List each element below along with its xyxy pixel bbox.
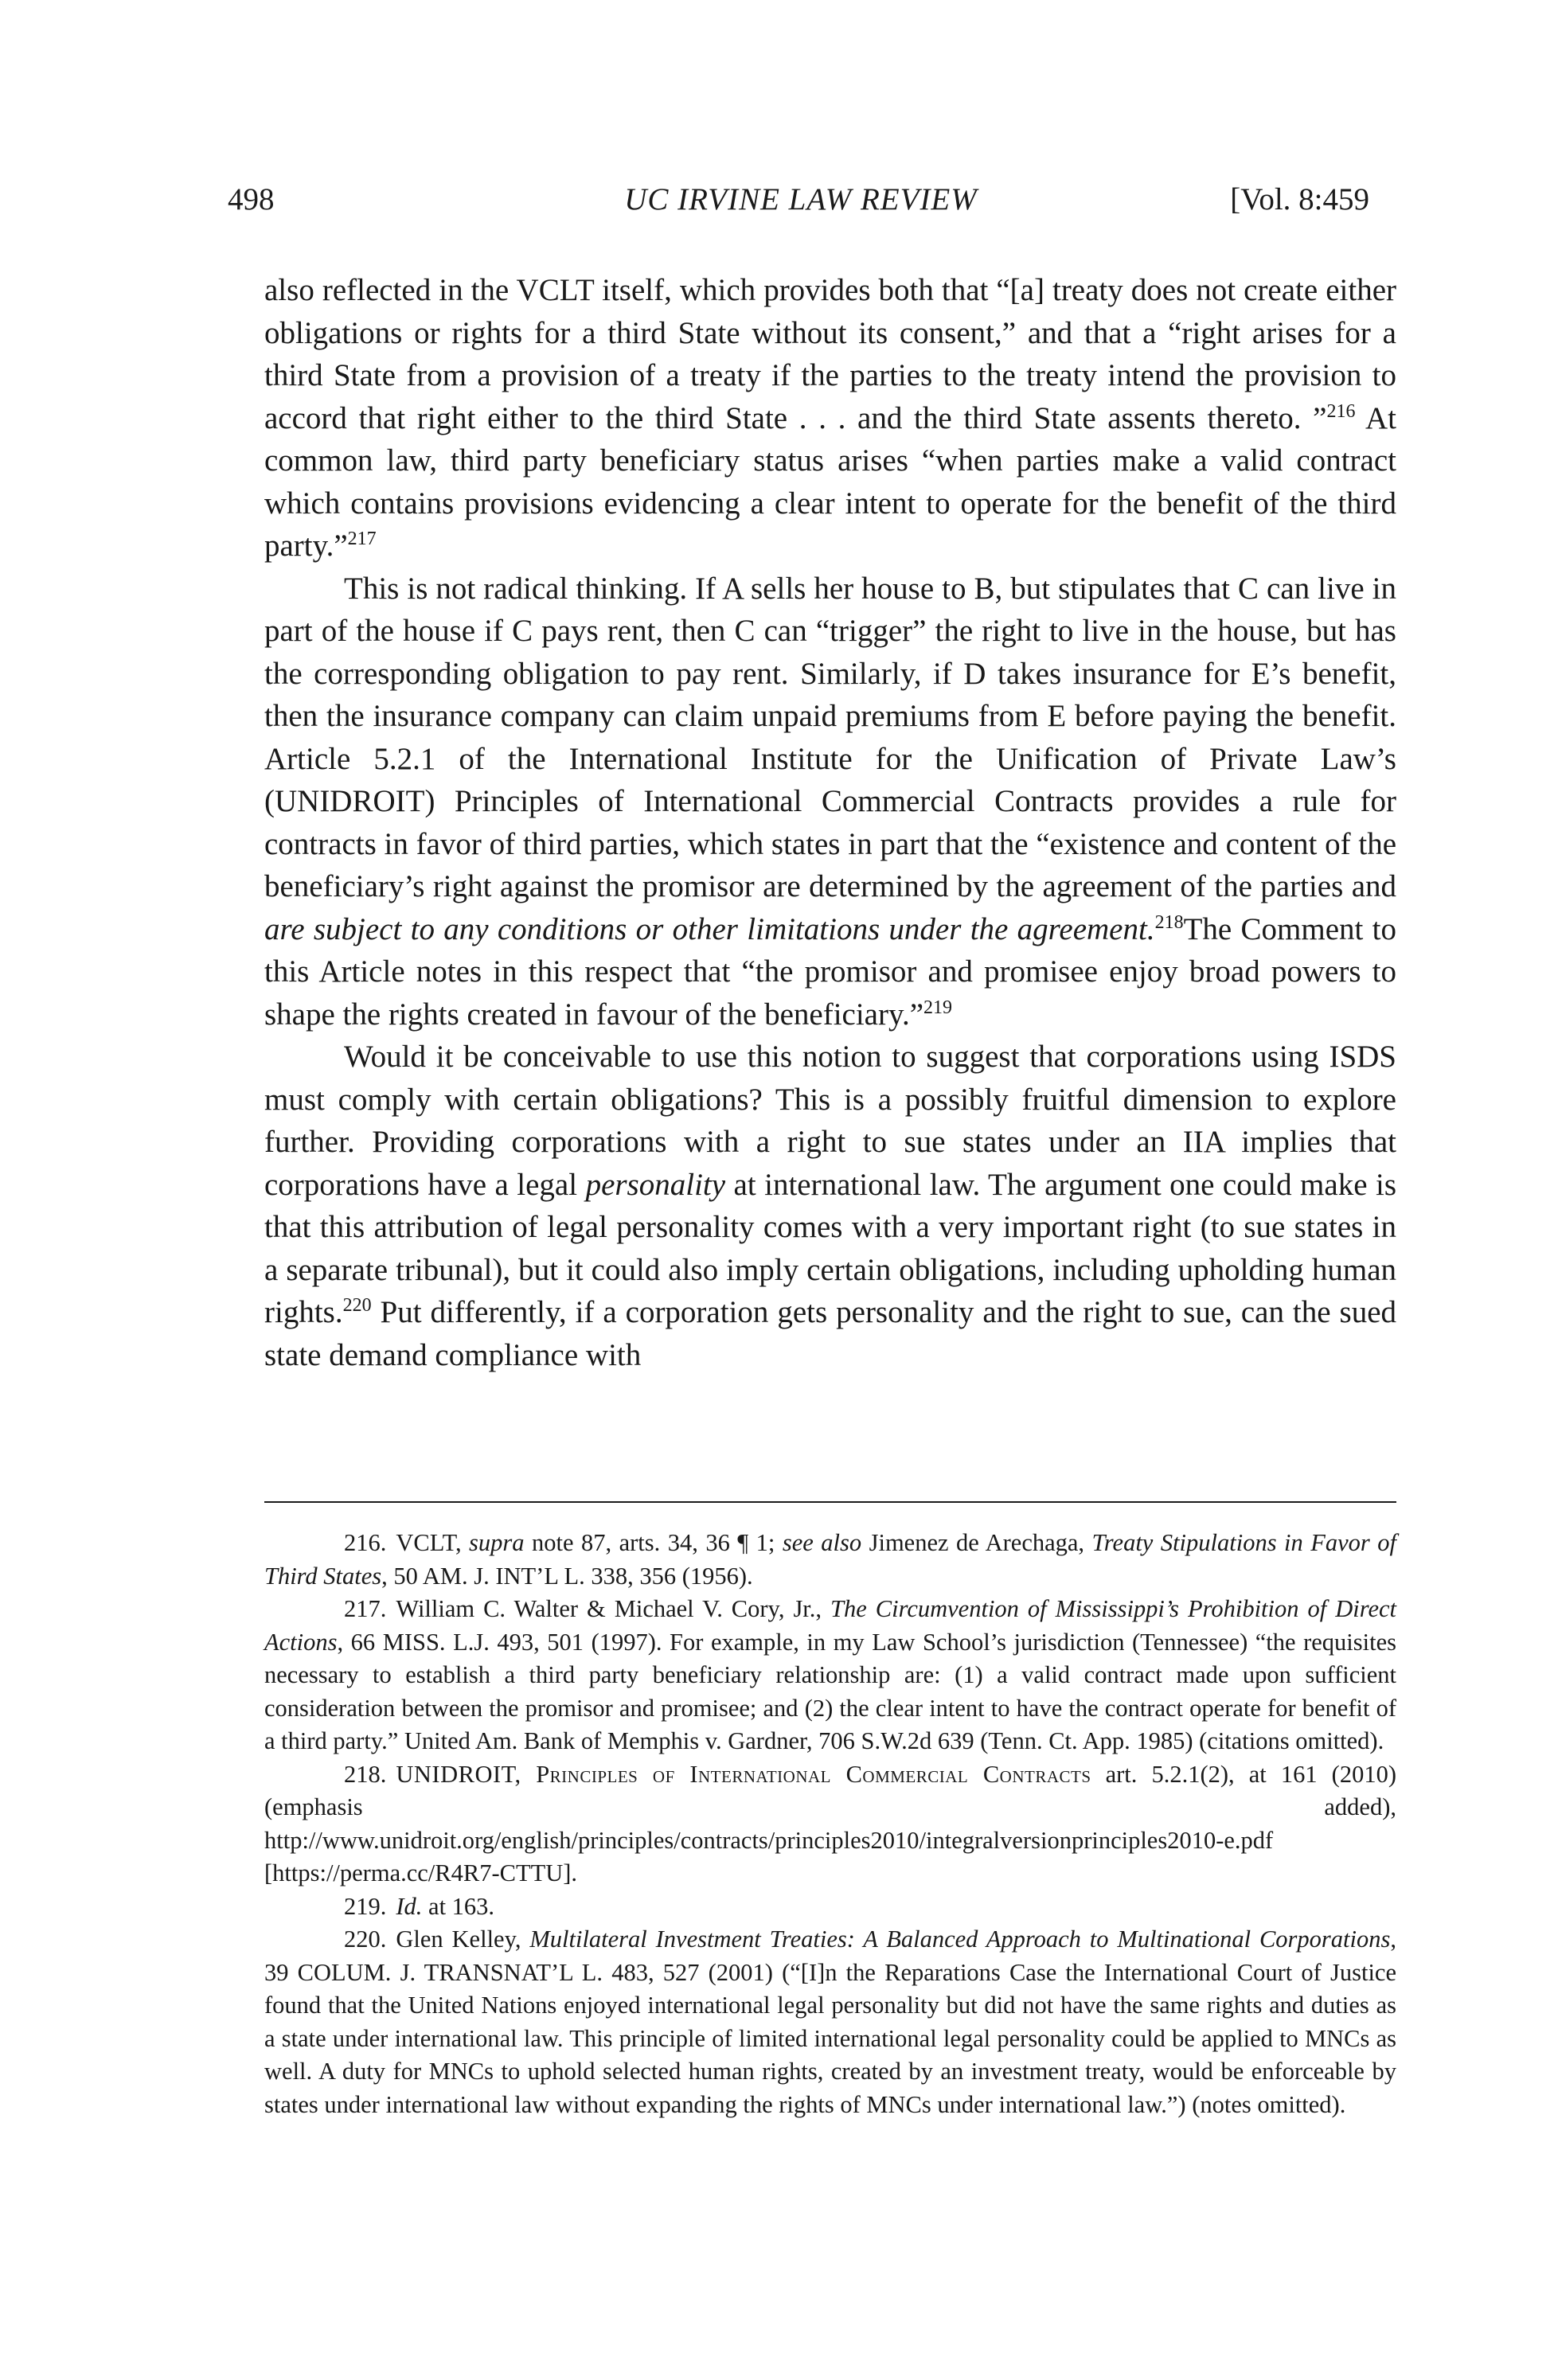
footnote-text: art. 5.2.1(2), at 161 (2010) (emphasis added), http://www.unidroit.org/english/principles/contracts/principles2010/integralversionprinciples2010-e.pdf [https://perma.cc/R4R7-CTTU]. [264,1760,1396,1886]
footnote-number: 220. [344,1925,387,1953]
footnote-divider [264,1501,1396,1503]
footnote-ref-217: 217 [347,529,377,549]
footnote-ref-219: 219 [923,997,953,1018]
footnote-ref-218: 218 [1154,911,1184,933]
footnote-text: , 39 COLUM. J. TRANSNAT’L L. 483, 527 (2001) (“[I]n the Reparations Case the International Court of Justice found that the United Nations enjoyed international legal personality but did not have the same rights and duties as a state under international law. This principle of limited international legal personality could be applied to MNCs as well. A duty for MNCs to uphold selected human rights, created by an investment treaty, would be enforceable by states under international law without expanding the rights of MNCs under international law.”) (notes omitted). [264,1925,1396,2118]
p3-emphasis: personality [585,1167,726,1202]
footnote-number: 216. [344,1529,387,1556]
footnote-217 [264,1593,1396,1758]
paragraph-3 [264,1036,1396,1376]
footnote-text: Jimenez de Arechaga, [861,1529,1092,1556]
footnote-number: 217. [344,1595,387,1622]
p3-text-c: Put differently, if a corporation gets personality and the right to sue, can the sued state demand compliance with [264,1295,1396,1372]
running-header [228,181,1374,229]
footnote-ref-216: 216 [1326,400,1356,422]
footnote-signal: see also [782,1529,862,1556]
p2-text-a: This is not radical thinking. If A sells her house to B, but stipulates that C can live in part of the house if C pays rent, then C can “trigger” the right to live in the house, but has the corresponding obligation to pay rent. Similarly, if D takes insurance for E’s benefit, then the insurance company can claim unpaid premiums from E before paying the benefit. Article 5.2.1 of the International Institute for the Unification of Private Law’s (UNIDROIT) Principles of International Commercial Contracts provides a rule for contracts in favor of third parties, which states in part that the “existence and content of the beneficiary’s right against the promisor are determined by the agreement of the parties and [264,571,1396,903]
p3-text-a: Would it be conceivable to use this notion to suggest that corporations using ISDS must comply with certain obligations? This is a possibly fruitful dimension to explore further. Providing corporations with a right to sue states under an IIA implies that corporations have a legal [264,1040,1396,1202]
page-number: 498 [228,182,275,217]
p2-emphasis: are subject to any conditions or other limitations under the agreement. [264,911,1155,946]
footnote-218 [264,1758,1396,1890]
footnote-article-title: Multilateral Investment Treaties: A Balanced Approach to Multinational Corporations [529,1925,1391,1953]
footnote-text: William C. Walter & Michael V. Cory, Jr., [396,1595,831,1622]
footnotes [264,1527,1396,2121]
footnote-text: , 50 AM. J. INT’L L. 338, 356 (1956). [381,1562,753,1590]
volume-citation: [Vol. 8:459 [1230,182,1369,217]
footnote-signal: supra [469,1529,525,1556]
footnote-source-title: UNIDROIT, Principles of International Commercial Contracts [396,1760,1091,1788]
footnote-216 [264,1527,1396,1593]
footnote-article-title: Treaty Stipulations in Favor of Third States [264,1529,1396,1590]
journal-title: UC IRVINE LAW REVIEW [624,182,978,217]
p2-text-b: The Comment to this Article notes in this respect that “the promisor and promisee enjoy broad powers to shape the rights created in favour of the beneficiary.” [264,911,1396,1032]
paragraph-2 [264,568,1396,1036]
footnote-text: note 87, arts. 34, 36 ¶ 1; [524,1529,783,1556]
p1-text-a: also reflected in the VCLT itself, which provides both that “[a] treaty does not create either obligations or rights for a third State without its consent,” and that a “right arises for a third State from a provision of a treaty if the parties to the treaty intend the provision to accord that right either to the third State . . . and the third State assents thereto. ” [264,273,1396,435]
footnote-text: Glen Kelley, [396,1925,530,1953]
p1-text-b: At common law, third party beneficiary status arises “when parties make a valid contract which contains provisions evidencing a clear intent to operate for the benefit of the third party.” [264,400,1396,563]
paragraph-1 [264,269,1396,568]
p3-text-b: at international law. The argument one could make is that this attribution of legal personality comes with a very important right (to sue states in a separate tribunal), but it could also imply certain obligations, including upholding human rights. [264,1167,1396,1329]
footnote-220 [264,1923,1396,2121]
footnote-text: at 163. [422,1892,495,1920]
footnote-signal: Id. [396,1892,423,1920]
footnote-text: , 66 MISS. L.J. 493, 501 (1997). For example, in my Law School’s jurisdiction (Tennessee) “the requisites necessary to establish a third party beneficiary relationship are: (1) a valid contract made upon sufficient consideration between the promisor and promisee; and (2) the clear intent to have the contract operate for benefit of a third party.” United Am. Bank of Memphis v. Gardner, 706 S.W.2d 639 (Tenn. Ct. App. 1985) (citations omitted). [264,1628,1396,1754]
footnote-number: 219. [344,1892,387,1920]
footnote-text: VCLT, [396,1529,470,1556]
footnote-ref-220: 220 [342,1295,372,1316]
footnote-219 [264,1890,1396,1924]
body-text [264,269,1396,1376]
footnote-article-title: The Circumvention of Mississippi’s Prohibition of Direct Actions [264,1595,1396,1656]
footnote-number: 218. [344,1760,387,1788]
